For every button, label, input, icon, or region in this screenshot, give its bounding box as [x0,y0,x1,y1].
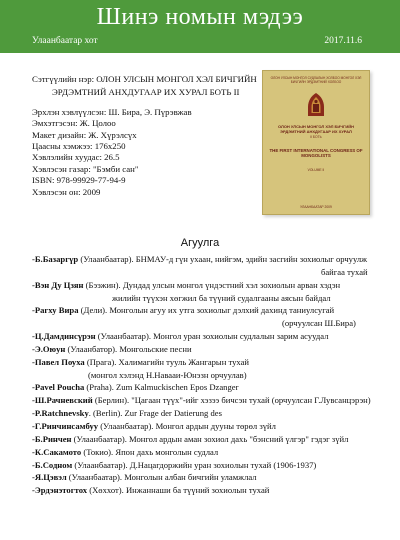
toc-author: -Pavel Poucha [32,382,85,393]
toc-author: -Павел Поуха [32,356,85,367]
toc-text: (Улаанбатор). Монгольские песни [65,343,192,354]
book-detail-compiler: Эмхэтгэсэн: Ж. Цолоо [32,118,116,129]
toc-author: -Б.Базаргүр [32,254,79,264]
cover-volume-en: VOLUME II [307,168,325,172]
book-title-line1 [32,74,262,85]
cover-header: ОЛОН УЛСЫН МОНГОЛ СУДЛАЛЫН ХОЛБОО МОНГОЛ ХЭЛ БИЧГИЙН ЭРДЭМТНИЙ ХОЛБОО [270,76,362,84]
book-info [32,74,262,198]
toc-author: -P.Ratchnevsky [32,408,89,419]
toc-text: (Хөххот). Инжаннаши ба түүний зохиолын тухай [87,485,270,496]
toc-text: (Токио). Япон дахь монголын судлал [81,446,219,457]
toc-list [32,253,392,497]
toc-entry [32,446,392,459]
date-label: 2017.11.6 [324,36,362,46]
book-detail-layout: Макет дизайн: Ж. Хүрэлсүх [32,129,137,140]
toc-text: . (Berlin). Zur Frage der Datierung des [88,408,222,419]
page-title: Шинэ номын мэдээ [96,4,304,30]
toc-text: (Улаанбаатар). БНМАУ-д гүн ухаан, нийгэм, эдийн засгийн зохиолыг орчуулж [78,254,368,264]
toc-entry [32,394,392,407]
book-cover-image [262,70,370,215]
toc-entry-continuation: жилийн түүхэн хөгжил ба түүний судалгааны аясын байдал [112,292,331,303]
toc-author: -Эрдэнэтогтох [32,485,88,496]
toc-text: (Улаанбаатар). Монгол ардын аман зохиол дахь "бэнсний үлгэр" гэдэг зүйл [71,433,349,444]
toc-entry [32,356,392,369]
toc-entry [32,343,392,356]
toc-author: -Б.Содном [32,459,73,470]
book-detail-year: Хэвлэсэн он: 2009 [32,186,101,197]
toc-author: -Б.Ринчен [32,433,72,444]
book-title-label: Сэтгүүлийн нэр: [32,74,95,84]
book-detail-pages: Хэвлэлийн хуудас: 26.5 [32,152,120,163]
cover-volume-mn: II БОТЬ [310,135,322,139]
toc-author: -Ш.Рачневский [32,395,93,406]
book-title-line2: ЭРДЭМТНИЙ АНХДУГААР ИХ ХУРАЛ БОТЬ II [52,87,240,98]
toc-entry [32,304,392,317]
toc-text: (Praha). Zum Kalmuckischen Epos Dzanger [84,382,239,393]
toc-entry [32,420,392,433]
toc-text: (Прага). Халимагийн тууль Жангарын тухай [84,356,249,367]
toc-entry-continuation: (орчуулсан Ш.Бира) [282,318,356,329]
toc-entry-continuation: (монгол хэлэнд Н.Навааи-Юнэзн орчуулав) [88,369,247,380]
cover-footer: УЛААНБААТАР 2009 [300,205,332,209]
toc-author: -Ц.Дамдинсүрэн [32,331,96,342]
toc-author: -Рагху Вира [32,305,79,316]
toc-entry [32,253,392,266]
toc-text: (Улаанбаатар). Монгол ардын дууны төрөл зүйл [98,420,276,431]
toc-text: (Бээжин). Дундад улсын монгол үндэстний хэл зохиолын арван хэдэн [83,279,341,290]
toc-text: (Берлин). "Цагаан түүх"-ийг хэзээ бичсэн тухай (орчуулсан Г.Лувсанцэрэн) [92,395,371,406]
toc-entry [32,279,392,292]
page-header [0,0,400,53]
book-detail-publisher: Хэвлэсэн газар: "Бэмби сан" [32,163,139,174]
toc-author: -Вэн Ду Цзян [32,279,84,290]
toc-text: (Улаанбаатар). Монголын албан бичгийн уламжлал [66,472,257,483]
book-title-text1: ОЛОН УЛСЫН МОНГОЛ ХЭЛ БИЧГИЙН [96,74,257,84]
toc-text: (Улаанбаатар). Монгол уран зохиолын судлалын зарим асуудал [95,331,329,342]
toc-entry [32,484,392,497]
book-detail-isbn: ISBN: 978-99929-77-94-9 [32,175,126,186]
emblem-icon [305,92,327,118]
book-detail-editors: Эрхлэн хэвлүүлсэн: Ш. Бира, Э. Пүрэвжав [32,106,192,117]
toc-author: -К.Сакамото [32,446,82,457]
toc-author: -Я.Цэвэл [32,472,67,483]
toc-text: (Дели). Монголын агуу их утга зохиолыг дэлхий дахинд таниулсугай [78,305,335,316]
toc-text: (Улаанбаатар). Д.Нацагдоржийн уран зохиолын тухай (1906-1937) [72,459,317,470]
toc-heading: Агуулга [180,237,220,249]
toc-entry [32,471,392,484]
toc-entry [32,433,392,446]
toc-entry [32,381,392,394]
toc-entry [32,407,392,420]
toc-entry [32,330,392,343]
toc-author: -Э.Оюун [32,343,66,354]
toc-entry [32,459,392,472]
cover-title-en: THE FIRST INTERNATIONAL CONGRESS OF MONGOLISTS [269,148,363,159]
toc-entry-continuation: байгаа тухай [321,266,368,277]
book-detail-paper-size: Цаасны хэмжээ: 176х250 [32,141,126,152]
location-label: Улаанбаатар хот [32,36,98,46]
cover-title-mn: ОЛОН УЛСЫН МОНГОЛ ХЭЛ БИЧГИЙН ЭРДЭМТНИЙ АНХДУГААР ИХ ХУРАЛ [278,124,354,134]
toc-author: -Г.Ринчинсамбуу [32,420,99,431]
